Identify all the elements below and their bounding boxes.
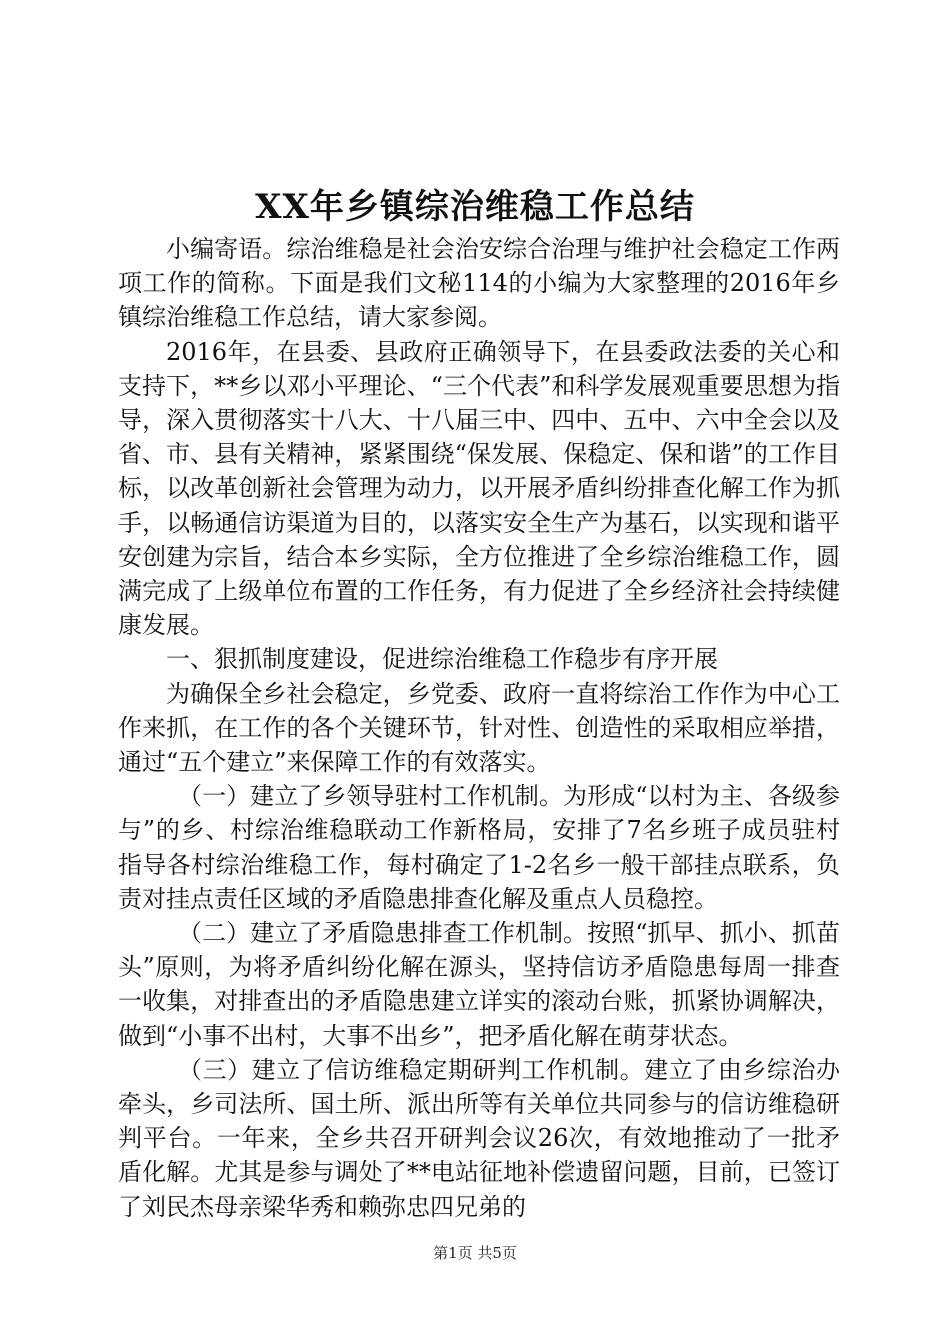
document-body bbox=[118, 232, 840, 1224]
paragraph-intro: 小编寄语。综治维稳是社会治安综合治理与维护社会稳定工作两项工作的简称。下面是我们文秘114的小编为大家整理的2016年乡镇综治维稳工作总结，请大家参阅。 bbox=[118, 235, 840, 332]
section-heading-1: 一、狠抓制度建设，促进综治维稳工作稳步有序开展 bbox=[166, 645, 718, 674]
paragraph-item-1: （一）建立了乡领导驻村工作机制。为形成“以村为主、各级参与”的乡、村综治维稳联动工作新格局，安排了7名乡班子成员驻村指导各村综治维稳工作，每村确定了1-2名乡一般干部挂点联系，负责对挂点责任区域的矛盾隐患排查化解及重点人员稳控。 bbox=[118, 782, 840, 913]
paragraph-item-2: （二）建立了矛盾隐患排查工作机制。按照“抓早、抓小、抓苗头”原则，为将矛盾纠纷化解在源头，坚持信访矛盾隐患每周一排查一收集，对排查出的矛盾隐患建立详实的滚动台账，抓紧协调解决，做到“小事不出村，大事不出乡”，把矛盾化解在萌芽状态。 bbox=[118, 919, 840, 1050]
document-title: XX年乡镇综治维稳工作总结 bbox=[255, 187, 695, 227]
paragraph-item-3: （三）建立了信访维稳定期研判工作机制。建立了由乡综治办牵头，乡司法所、国土所、派出所等有关单位共同参与的信访维稳研判平台。一年来，全乡共召开研判会议26次，有效地推动了一批矛盾化解。尤其是参与调处了**电站征地补偿遗留问题，目前，已签订了刘民杰母亲梁华秀和赖弥忠四兄弟的 bbox=[118, 1055, 840, 1221]
paragraph-section-1: 为确保全乡社会稳定，乡党委、政府一直将综治工作作为中心工作来抓，在工作的各个关键环节，针对性、创造性的采取相应举措，通过“五个建立”来保障工作的有效落实。 bbox=[118, 679, 840, 777]
paragraph-overview: 2016年，在县委、县政府正确领导下，在县委政法委的关心和支持下，**乡以邓小平理论、“三个代表”和科学发展观重要思想为指导，深入贯彻落实十八大、十八届三中、四中、五中、六中全会以及省、市、县有关精神，紧紧围绕“保发展、保稳定、保和谐”的工作目标，以改革创新社会管理为动力，以开展矛盾纠纷排查化解工作为抓手，以畅通信访渠道为目的，以落实安全生产为基石，以实现和谐平安创建为宗旨，结合本乡实际，全方位推进了全乡综治维稳工作，圆满完成了上级单位布置的工作任务，有力促进了全乡经济社会持续健康发展。 bbox=[118, 337, 840, 640]
page-number-footer: 第1页 共5页 bbox=[433, 1244, 517, 1262]
